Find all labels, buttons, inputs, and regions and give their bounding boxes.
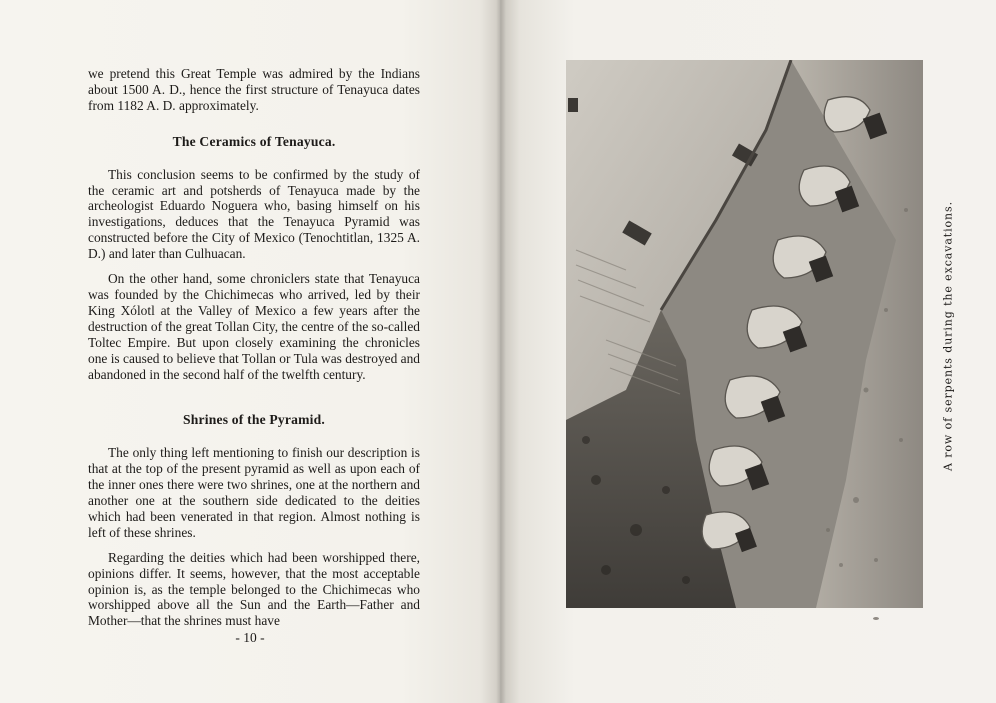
paper-speck — [873, 617, 879, 620]
photo-caption — [938, 201, 958, 471]
excavation-photo-drawing — [566, 60, 923, 608]
text-column — [88, 66, 420, 629]
photo-caption-text: A row of serpents during the excavations. — [941, 201, 955, 471]
shrines-paragraph-2: Regarding the deities which had been worshipped there, opinions differ. It seems, however, that the most acceptable opinion is, as the temple belonged to the Chichimecas who worshipped above all the Sun and the Earth—Father and Mother—that the shrines must have — [88, 549, 420, 629]
excavation-photo — [566, 60, 923, 608]
intro-paragraph: we pretend this Great Temple was admired by the Indians about 1500 A. D., hence the first structure of Tenayuca dates from 1182 A. D. approximately. — [88, 66, 420, 113]
ceramics-paragraph-2: On the other hand, some chroniclers state that Tenayuca was founded by the Chichimecas who arrived, led by their King Xólotl at the Valley of Mexico a few years after the destruction of the great Tollan City, the centre of the so-called Toltec Empire. But upon closely examining the chronicles one is caused to believe that Tollan or Tula was destroyed and abandoned in the second half of the twelfth century. — [88, 271, 420, 382]
heading-ceramics: The Ceramics of Tenayuca. — [172, 133, 336, 149]
heading-shrines: Shrines of the Pyramid. — [182, 412, 326, 428]
page-number: - 10 - — [235, 630, 265, 645]
ceramics-paragraph-1: This conclusion seems to be confirmed by the study of the ceramic art and potsherds of Tenayuca made by the archeologist Eduardo Noguera who, basing himself on his investigations, deduces that the Tenayuca Pyramid was constructed before the City of Mexico (Tenochtitlan, 1325 A. D.) and later than Culhuacan. — [88, 166, 420, 262]
book-gutter — [496, 0, 506, 703]
shrines-paragraph-1: The only thing left mentioning to finish our description is that at the top of the present pyramid as well as upon each of the inner ones there were two shrines, one at the northern and another one at the southern side dedicated to the deities which had been venerated in that region. Almost nothing is left of these shrines. — [88, 445, 420, 540]
